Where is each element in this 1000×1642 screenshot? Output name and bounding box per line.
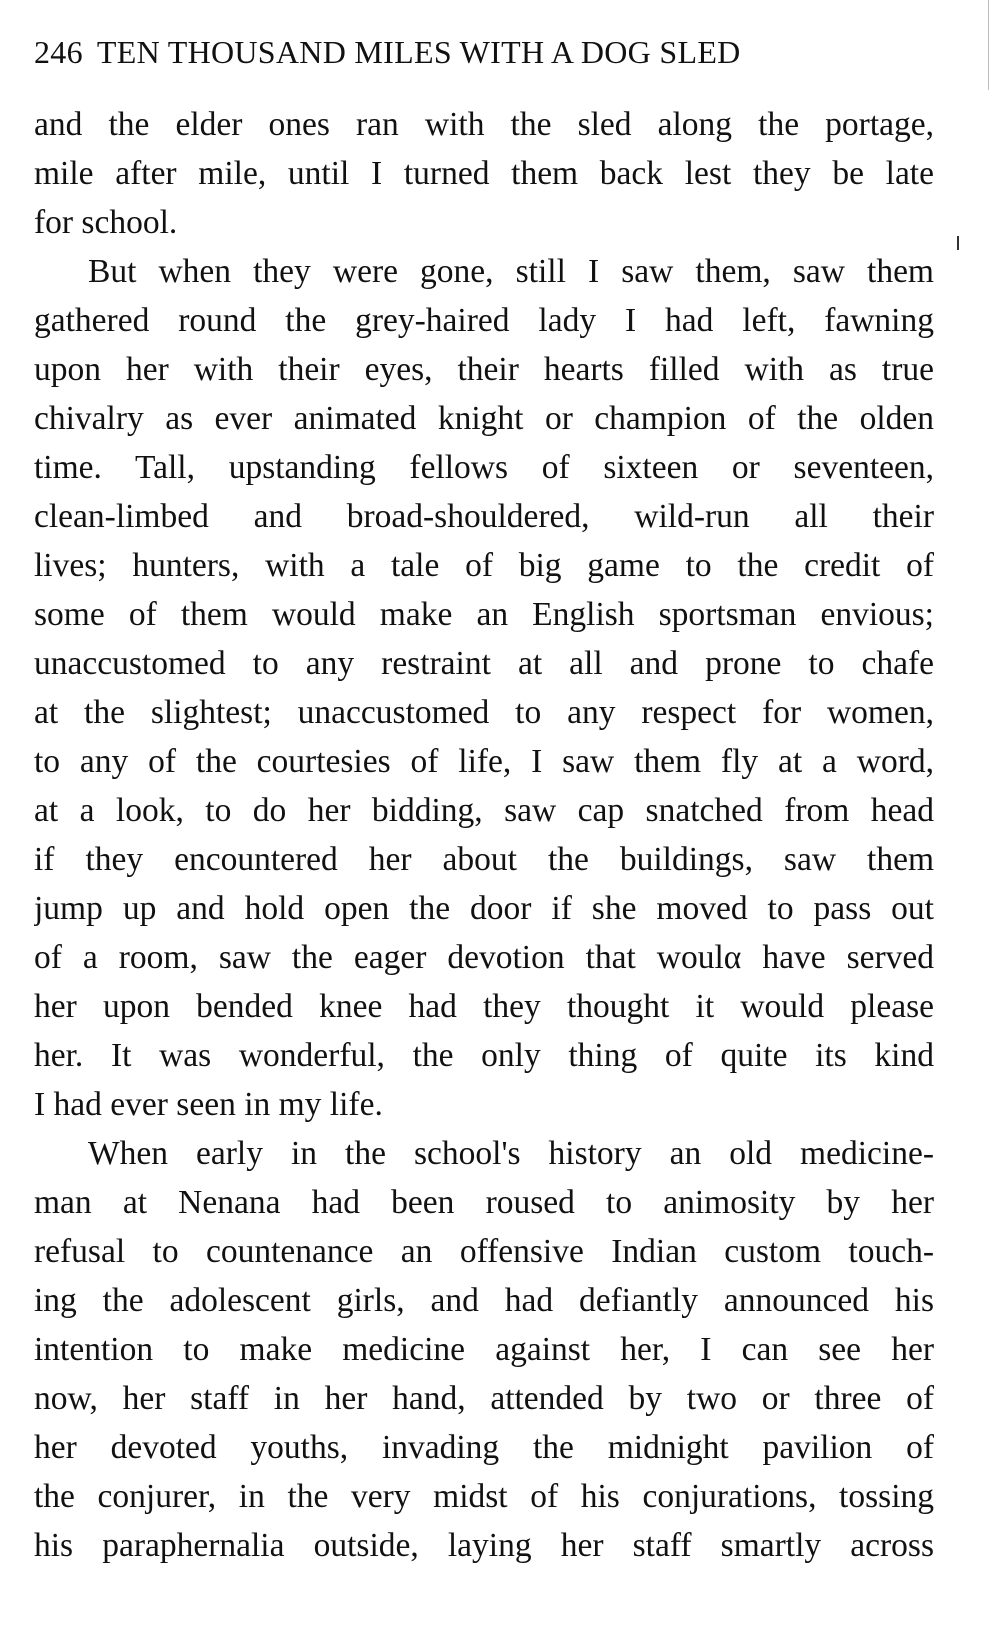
text-line: upon her with their eyes, their hearts filled with as true [34, 351, 934, 388]
text-line: of a room, saw the eager devotion that woulα have served [34, 939, 934, 976]
text-line: to any of the courtesies of life, I saw them fly at a word, [34, 743, 934, 780]
text-line: intention to make medicine against her, I can see her [34, 1331, 934, 1368]
page-edge-mark [988, 0, 989, 90]
text-line: now, her staff in her hand, attended by two or three of [34, 1380, 934, 1417]
paragraph-first-line: But when they were gone, still I saw them, saw them [88, 253, 934, 290]
text-line: lives; hunters, with a tale of big game to the credit of [34, 547, 934, 584]
text-line: chivalry as ever animated knight or champion of the olden [34, 400, 934, 437]
text-line: man at Nenana had been roused to animosity by her [34, 1184, 934, 1221]
text-line: if they encountered her about the buildings, saw them [34, 841, 934, 878]
text-line: I had ever seen in my life. [34, 1086, 383, 1123]
text-line: at a look, to do her bidding, saw cap snatched from head [34, 792, 934, 829]
margin-mark [957, 236, 959, 250]
text-line: her devoted youths, invading the midnight pavilion of [34, 1429, 934, 1466]
text-line: time. Tall, upstanding fellows of sixteen or seventeen, [34, 449, 934, 486]
text-line: unaccustomed to any restraint at all and prone to chafe [34, 645, 934, 682]
text-line: mile after mile, until I turned them back lest they be late [34, 155, 934, 192]
text-line: her upon bended knee had they thought it would please [34, 988, 934, 1025]
text-line: jump up and hold open the door if she moved to pass out [34, 890, 934, 927]
text-line: clean-limbed and broad-shouldered, wild-run all their [34, 498, 934, 535]
text-line: ing the adolescent girls, and had defiantly announced his [34, 1282, 934, 1319]
text-line: and the elder ones ran with the sled along the portage, [34, 106, 934, 143]
text-line: her. It was wonderful, the only thing of quite its kind [34, 1037, 934, 1074]
page-number: 246 [34, 34, 83, 70]
text-line: the conjurer, in the very midst of his conjurations, tossing [34, 1478, 934, 1515]
text-line: at the slightest; unaccustomed to any respect for women, [34, 694, 934, 731]
text-line: his paraphernalia outside, laying her staff smartly across [34, 1527, 934, 1564]
text-line: some of them would make an English sportsman envious; [34, 596, 934, 633]
body-text [34, 100, 934, 1570]
text-line: gathered round the grey-haired lady I had left, fawning [34, 302, 934, 339]
text-line: refusal to countenance an offensive Indian custom touch- [34, 1233, 934, 1270]
running-head [34, 22, 934, 82]
paragraph-first-line: When early in the school's history an old medicine- [88, 1135, 934, 1172]
running-title: TEN THOUSAND MILES WITH A DOG SLED [96, 34, 741, 70]
text-line: for school. [34, 204, 178, 241]
